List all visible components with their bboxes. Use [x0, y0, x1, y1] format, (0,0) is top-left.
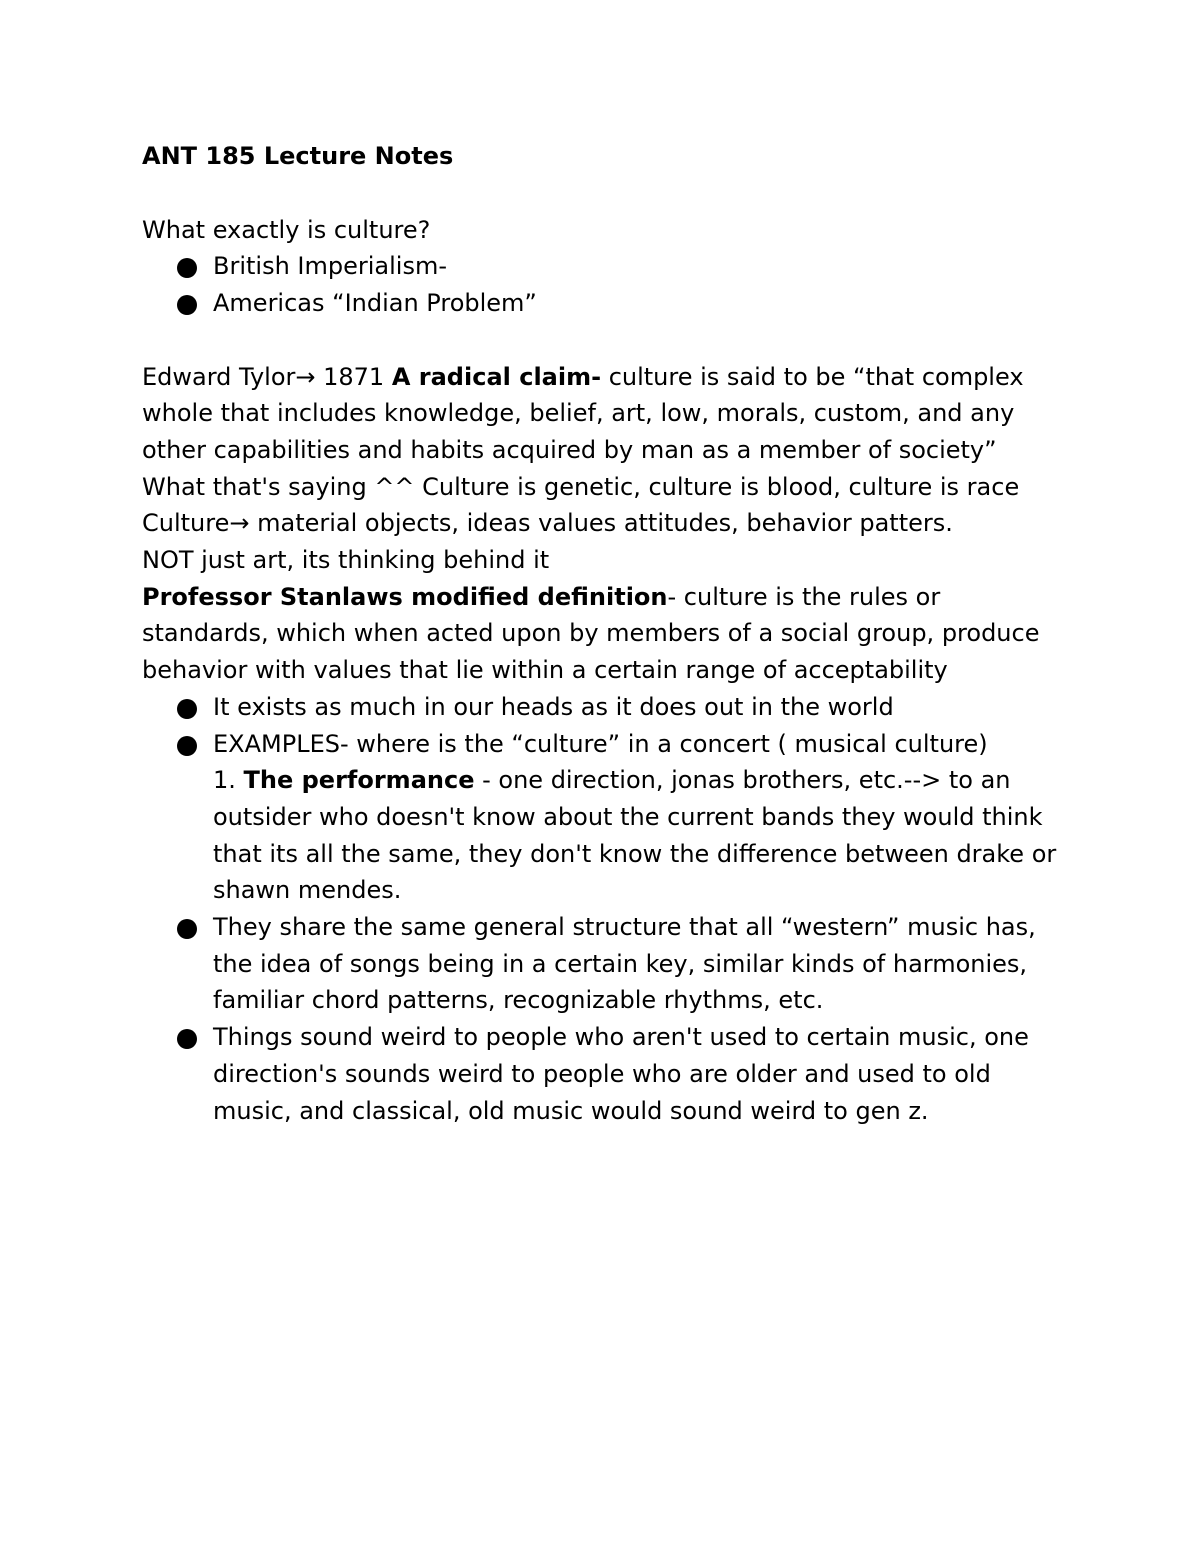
- definition-bullet-list: [142, 689, 1072, 1129]
- bullet-text: It exists as much in our heads as it does out in the world: [213, 692, 894, 721]
- bullet-icon: [177, 258, 197, 278]
- performance-text: - one direction, jonas brothers, etc.--> to an outsider who doesn't know about the current bands they would think that its all the same, they don't know the difference between drake or shawn mendes.: [213, 766, 1057, 905]
- bullet-icon: [177, 919, 197, 939]
- intro-bullet-list: [142, 248, 1072, 321]
- performance-number: 1.: [213, 766, 244, 795]
- list-item: [142, 909, 1072, 1019]
- bullet-icon: [177, 736, 197, 756]
- list-item: [142, 285, 1072, 322]
- tylor-lead: Edward Tylor→ 1871: [142, 362, 392, 391]
- bullet-text: British Imperialism-: [213, 252, 447, 281]
- performance-bold: The performance: [243, 766, 475, 795]
- not-just-art-paragraph: NOT just art, its thinking behind it: [142, 546, 550, 575]
- question-line: What exactly is culture?: [142, 215, 431, 244]
- list-item: [142, 1019, 1072, 1129]
- stanlaws-definition: - culture is the rules or standards, which when acted upon by members of a social group, produce behavior with values that lie within a certain range of acceptability: [142, 582, 1040, 685]
- bullet-icon: [177, 1029, 197, 1049]
- bullet-text: Things sound weird to people who aren't used to certain music, one direction's sounds weird to people who are older and used to old music, and classical, old music would sound weird to gen z.: [213, 1023, 1029, 1125]
- saying-paragraph: What that's saying ^^ Culture is genetic, culture is blood, culture is race: [142, 472, 1020, 501]
- document-page: [142, 138, 1072, 1129]
- bullet-icon: [177, 699, 197, 719]
- stanlaws-paragraph: [142, 579, 1072, 689]
- bullet-text: Americas “Indian Problem”: [213, 289, 537, 318]
- list-item: [142, 248, 1072, 285]
- blank-line: [142, 322, 1072, 359]
- tylor-paragraph: [142, 359, 1072, 469]
- bullet-icon: [177, 295, 197, 315]
- document-title: ANT 185 Lecture Notes: [142, 142, 454, 170]
- list-item: [142, 726, 1072, 910]
- culture-paragraph: Culture→ material objects, ideas values attitudes, behavior patters.: [142, 509, 953, 538]
- bullet-text: They share the same general structure that all “western” music has, the idea of songs being in a certain key, similar kinds of harmonies, familiar chord patterns, recognizable rhythms, etc.: [213, 913, 1036, 1015]
- tylor-definition: culture is said to be “that complex whole that includes knowledge, belief, art, low, morals, custom, and any other capabilities and habits acquired by man as a member of society”: [142, 362, 1024, 464]
- tylor-bold-claim: A radical claim-: [391, 362, 602, 391]
- list-item: [142, 689, 1072, 726]
- bullet-text: EXAMPLES- where is the “culture” in a concert ( musical culture): [213, 729, 988, 758]
- stanlaws-bold-heading: Professor Stanlaws modified definition: [142, 582, 668, 611]
